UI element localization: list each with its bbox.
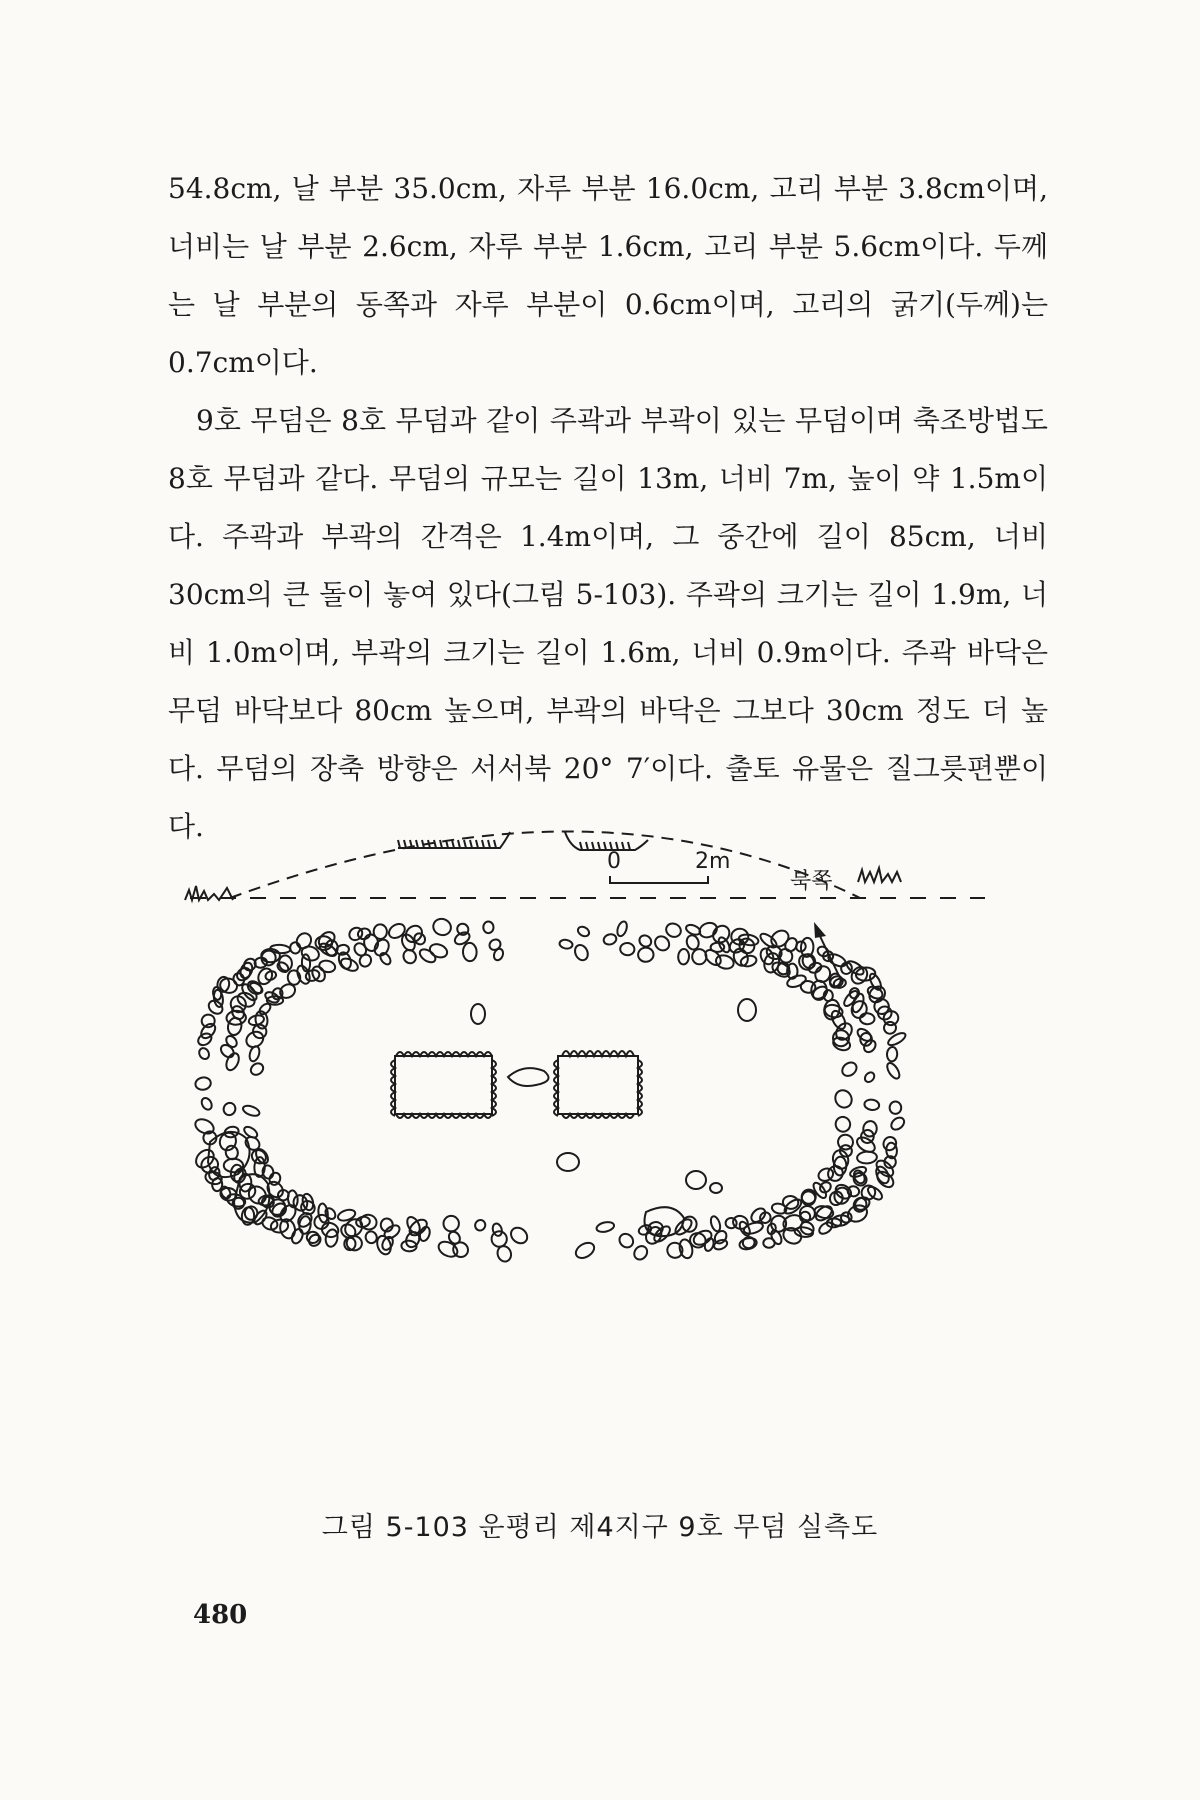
main-chamber xyxy=(391,1052,496,1118)
rubble-stone xyxy=(763,1238,774,1247)
hatch-tick xyxy=(494,840,496,848)
figure-caption: 그림 5-103 운평리 제4지구 9호 무덤 실측도 xyxy=(321,1512,879,1543)
rubble-stone xyxy=(840,1060,860,1079)
hatch-tick xyxy=(476,840,478,848)
rubble-stone xyxy=(616,920,629,937)
rubble-stone xyxy=(318,959,336,973)
rubble-stone xyxy=(323,1206,337,1221)
rubble-stone xyxy=(405,1215,423,1235)
rubble-stone xyxy=(386,921,407,941)
hatch-tick xyxy=(586,842,588,850)
rubble-stone xyxy=(638,947,654,962)
rubble-stone xyxy=(355,1216,370,1228)
rubble-stone xyxy=(885,1061,902,1081)
rubble-stone xyxy=(559,939,573,950)
rubble-stone xyxy=(632,1244,650,1263)
rubble-stone xyxy=(222,1101,238,1117)
rubble-stone xyxy=(194,1076,211,1091)
hatch-tick xyxy=(416,840,418,848)
rubble-stone xyxy=(725,1218,737,1229)
hatch-tick xyxy=(434,840,436,848)
scale-line xyxy=(610,876,708,883)
rubble-stone xyxy=(317,1203,328,1223)
loose-stone xyxy=(738,999,756,1021)
scale-zero-label: 0 xyxy=(607,849,621,874)
rubble-stone xyxy=(193,1116,216,1136)
mound-profile-line xyxy=(230,832,860,899)
rubble-stone xyxy=(264,970,277,982)
scale-end-label: 2m xyxy=(695,849,731,874)
rubble-stone xyxy=(887,1047,898,1062)
rubble-stone xyxy=(347,925,365,942)
rubble-stone xyxy=(620,942,635,956)
rubble-stone xyxy=(431,916,453,937)
rubble-stone xyxy=(245,1183,269,1207)
rubble-stone xyxy=(219,1042,237,1059)
rubble-stone xyxy=(889,1115,906,1132)
rubble-stone xyxy=(868,972,884,991)
loose-stone xyxy=(471,1004,485,1024)
rubble-stone xyxy=(573,1240,597,1261)
hatch-tick xyxy=(592,842,594,850)
rubble-stone xyxy=(617,1231,636,1250)
hatch-tick xyxy=(604,842,606,850)
rubble-stone xyxy=(714,953,735,971)
rubble-stone xyxy=(692,949,706,964)
rubble-stone xyxy=(407,1217,430,1239)
rubble-stone xyxy=(710,922,733,945)
main-chamber-outline xyxy=(395,1056,492,1114)
rubble-stone xyxy=(339,956,360,973)
hatch-tick xyxy=(428,840,430,848)
rubble-stone xyxy=(473,1218,487,1232)
rubble-stone xyxy=(842,989,860,1008)
rubble-stone xyxy=(827,952,848,969)
hatch-tick xyxy=(440,840,442,848)
paragraph-2: 9호 무덤은 8호 무덤과 같이 주곽과 부곽이 있는 무덤이며 축조방법도 8호 무덤과 같다. 무덤의 규모는 길이 13m, 너비 7m, 높이 약 1.5m이다. 주곽과 부곽의 간격은 1.4m이며, 그 중간에 길이 85cm, 너비 30cm의 큰 돌이 놓여 있다(그림 5-103). 주곽의 크기는 길이 1.9m, 너비 1.0m이며, 부곽의 크기는 길이 1.6m, 너비 0.9m이다. 주곽 바닥은 무덤 바닥보다 80cm 높으며, 부곽의 바닥은 그보다 30cm 정도 더 높다. 무덤의 장축 방향은 서서북 20° 7′이다. 출토 유물은 질그릇편뿐이다. xyxy=(168,404,1048,843)
rubble-stone xyxy=(200,1096,214,1111)
rubble-stone xyxy=(832,1087,855,1110)
hatch-tick xyxy=(458,840,460,848)
rubble-stone xyxy=(224,1034,239,1049)
rubble-stone xyxy=(339,1222,359,1241)
body-text xyxy=(168,160,1048,856)
rubble-stone xyxy=(276,960,290,974)
stone-ring xyxy=(193,916,908,1263)
north-arrow-head xyxy=(814,922,826,938)
hatch-tick xyxy=(422,840,424,848)
mound-section xyxy=(185,832,985,901)
rubble-stone xyxy=(664,1240,685,1261)
rubble-stone xyxy=(401,948,418,966)
hatch-tick xyxy=(464,840,466,848)
page-number: 480 xyxy=(193,1600,248,1630)
rubble-stone xyxy=(596,1221,615,1234)
rubble-stone xyxy=(857,1151,878,1164)
rubble-stone xyxy=(664,921,683,939)
rubble-stone xyxy=(703,947,724,968)
rubble-stone xyxy=(508,1225,530,1247)
hatch-tick xyxy=(598,842,600,850)
rubble-stone xyxy=(691,1228,714,1248)
hatch-tick xyxy=(470,840,472,848)
rubble-stone xyxy=(453,930,472,947)
hatch-tick xyxy=(580,842,582,850)
rubble-stone xyxy=(576,925,590,938)
north-label: 북쪽 xyxy=(790,869,833,894)
rubble-stone xyxy=(573,943,591,962)
rubble-stone xyxy=(602,933,617,946)
rubble-stone xyxy=(201,1013,216,1028)
sub-chamber xyxy=(554,1051,642,1118)
rubble-stone xyxy=(833,1115,852,1134)
rubble-stone xyxy=(364,1230,378,1245)
hatch-tick xyxy=(452,840,454,848)
paragraph-1: 54.8cm, 날 부분 35.0cm, 자루 부분 16.0cm, 고리 부분 3.8cm이며, 너비는 날 부분 2.6cm, 자루 부분 1.6cm, 고리 부분 5.6cm이다. 두께는 날 부분의 동쪽과 자루 부분이 0.6cm이며, 고리의 굵기(두께)는 0.7cm이다. xyxy=(168,172,1048,379)
rubble-stone xyxy=(307,1232,323,1248)
rubble-stone xyxy=(740,954,758,967)
rubble-stone xyxy=(261,1215,280,1231)
rubble-stone xyxy=(889,1101,901,1114)
rubble-stone xyxy=(709,1215,722,1232)
rubble-stone xyxy=(860,1013,875,1025)
rubble-stone xyxy=(378,951,392,966)
rubble-stone xyxy=(652,934,672,954)
hatch-tick xyxy=(622,842,624,850)
rubble-stone xyxy=(428,942,449,960)
rubble-stone xyxy=(863,1071,876,1084)
rubble-stone xyxy=(749,1206,768,1225)
hatch-tick xyxy=(398,840,400,848)
rubble-stone xyxy=(862,1120,877,1137)
rubble-stone xyxy=(463,943,477,962)
figure-svg xyxy=(170,770,1030,1470)
scale-bar xyxy=(607,849,730,883)
rubble-stone xyxy=(196,1031,214,1047)
rubble-stone xyxy=(483,921,494,933)
rubble-stone xyxy=(864,1099,880,1111)
hatch-tick xyxy=(488,840,490,848)
central-stone xyxy=(508,1068,549,1086)
loose-stone xyxy=(557,1153,579,1171)
rubble-stone xyxy=(444,1216,459,1231)
sub-chamber-section xyxy=(565,832,648,850)
loose-stone xyxy=(710,1183,722,1193)
sub-chamber-outline xyxy=(558,1056,638,1114)
tomb-survey-drawing xyxy=(170,770,1030,1470)
rubble-stone xyxy=(242,1104,261,1118)
rubble-stone xyxy=(249,1061,266,1077)
rubble-stone xyxy=(244,1029,267,1050)
loose-stone xyxy=(686,1171,706,1189)
rubble-stone xyxy=(637,933,653,949)
large-stone-bottom xyxy=(645,1207,685,1236)
right-vegetation xyxy=(858,868,901,882)
rubble-stone xyxy=(817,1220,834,1236)
rubble-stone xyxy=(324,1229,338,1248)
hatch-tick xyxy=(482,840,484,848)
rubble-stone xyxy=(678,949,690,965)
hatch-tick xyxy=(404,840,406,848)
rubble-stone xyxy=(197,1046,211,1061)
tomb-plan xyxy=(193,916,908,1263)
hatch-tick xyxy=(628,842,630,850)
